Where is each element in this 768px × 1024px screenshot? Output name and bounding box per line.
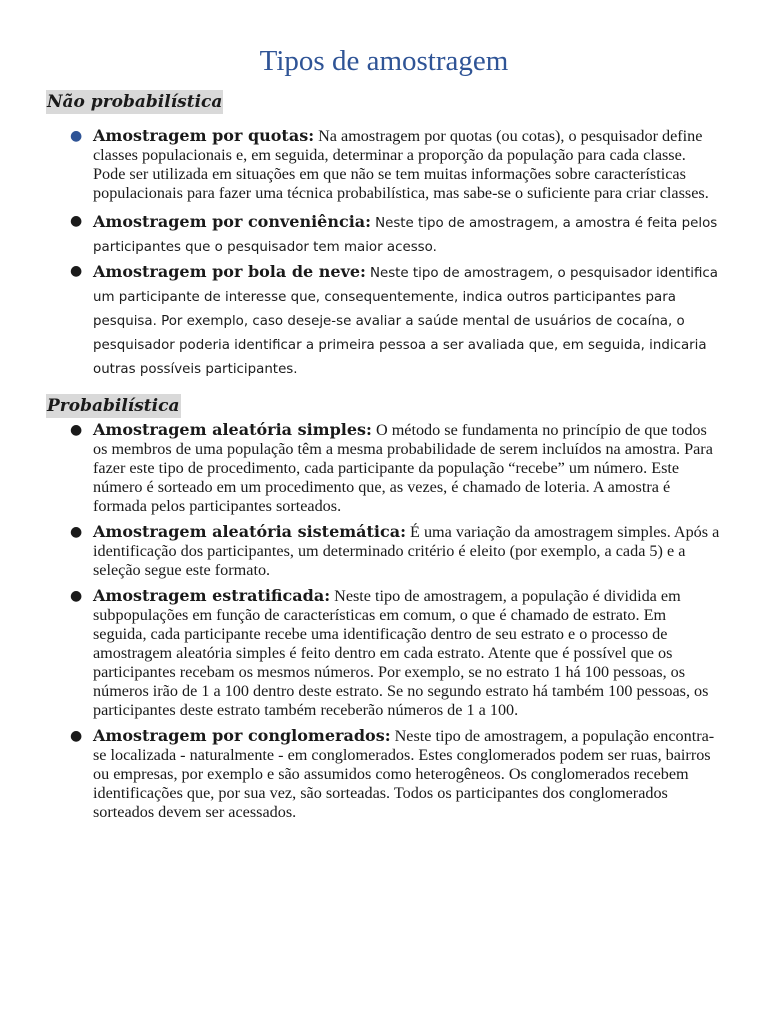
item-term: Amostragem aleatória simples:: [93, 420, 372, 439]
document-title: Tipos de amostragem: [259, 45, 509, 77]
bullet-icon: ●: [70, 588, 83, 604]
list-item: [0, 210, 721, 259]
bullet-icon: ●: [70, 213, 83, 229]
list-item: [0, 127, 721, 203]
section-heading-probabilistica: Probabilística: [47, 396, 180, 416]
item-text: Neste tipo de amostragem, o pesquisador identifica um participante de interesse que, consequentemente, indica outros participantes para pesquisa. Por exemplo, caso deseje-se avaliar a saúde mental de usuários de cocaína, o pesquisador poderia identificar a primeira pessoa a ser avaliada que, em seguida, indicaria outras possíveis participantes.: [93, 266, 718, 377]
item-term: Amostragem por conglomerados:: [93, 726, 391, 745]
list-probabilistica: [0, 421, 721, 822]
list-item: [0, 260, 721, 381]
item-term: Amostragem por bola de neve:: [93, 262, 366, 281]
item-text: O método se fundamenta no princípio de que todos os membros de uma população têm a mesma probabilidade de serem incluídos na amostra. Para fazer este tipo de procedimento, cada participante da população “recebe” um número. Este número é sorteado em um procedimento que, as vezes, é chamado de loteria. A amostra é formada pelos participantes sorteados.: [93, 421, 713, 515]
bullet-icon: ●: [70, 524, 83, 540]
bullet-icon: ●: [70, 128, 83, 144]
list-item: [0, 421, 721, 516]
section-heading-nao-probabilistica: Não probabilística: [47, 92, 223, 112]
item-text: Na amostragem por quotas (ou cotas), o pesquisador define classes populacionais e, em seguida, determinar a proporção da população para cada classe. Pode ser utilizada em situações em que não se tem muitas informações sobre características populacionais para fazer uma técnica probabilística, mas sabe-se o suficiente para criar classes.: [93, 127, 709, 202]
item-text: Neste tipo de amostragem, a população é dividida em subpopulações em função de características em comum, o que é chamado de estrato. Em seguida, cada participante recebe uma identificação dentro de seu estrato e o processo de amostragem aleatória simples é feito dentro em cada estrato. Atente que é possível que os participantes recebam os mesmos números. Por exemplo, se no estrato 1 há 100 pessoas, os números irão de 1 a 100 dentro deste estrato. Se no segundo estrato há também 100 pessoas, os participantes deste estrato também receberão números de 1 a 100.: [93, 587, 709, 719]
list-nao-probabilistica: [0, 127, 721, 381]
item-text: Neste tipo de amostragem, a população encontra-se localizada - naturalmente - em conglomerados. Estes conglomerados podem ser ruas, bairros ou empresas, por exemplo e são assumidos como heterogêneos. Os conglomerados recebem identificações que, por sua vez, são sorteadas. Todos os participantes dos conglomerados sorteados devem ser acessados.: [93, 727, 715, 821]
bullet-icon: ●: [70, 422, 83, 438]
item-text: É uma variação da amostragem simples. Após a identificação dos participantes, um determinado critério é eleito (por exemplo, a cada 5) e a seleção segue este formato.: [93, 523, 720, 579]
item-term: Amostragem aleatória sistemática:: [93, 522, 407, 541]
item-term: Amostragem estratificada:: [93, 586, 331, 605]
item-term: Amostragem por conveniência:: [93, 212, 372, 231]
list-item: [0, 727, 721, 822]
bullet-icon: ●: [70, 263, 83, 279]
item-term: Amostragem por quotas:: [93, 126, 315, 145]
list-item: [0, 587, 721, 720]
item-text: Neste tipo de amostragem, a amostra é feita pelos participantes que o pesquisador tem maior acesso.: [93, 216, 718, 255]
bullet-icon: ●: [70, 728, 83, 744]
list-item: [0, 523, 721, 580]
